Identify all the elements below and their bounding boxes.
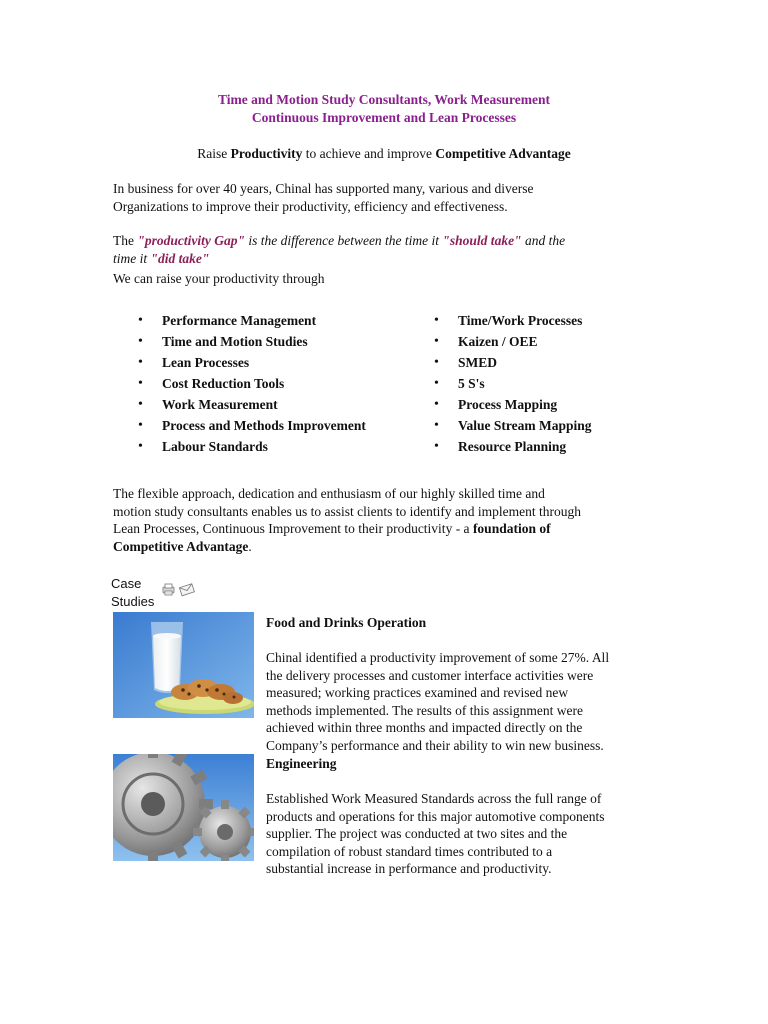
case-study-line: measured; working practices examined and revised new (266, 685, 569, 700)
gap-mid: is the difference between the time it (244, 233, 443, 248)
case-studies-label-line2: Studies (111, 594, 155, 609)
case-study-line: supplier. The project was conducted at two sites and the (266, 826, 568, 841)
case-study-title: Engineering (266, 756, 337, 771)
approach-period: . (248, 538, 252, 554)
intro-line: Organizations to improve their productivity, efficiency and effectiveness. (113, 198, 508, 214)
list-item: • Resource Planning (434, 436, 664, 457)
gap-paragraph (113, 232, 633, 267)
case-study-line: the delivery processes and customer interface activities were (266, 667, 594, 683)
page-title-line2: Continuous Improvement and Lean Processes (251, 110, 517, 125)
approach-line3: Lean Processes, Continuous Improvement to their productivity - a (113, 521, 473, 536)
milk-cookies-image (113, 612, 254, 718)
list-item: • Time and Motion Studies (138, 331, 418, 352)
gap-and: and the (521, 233, 566, 248)
approach-bold: foundation of (472, 521, 551, 536)
gap-should: "should take" (442, 233, 522, 248)
case-study-line: Chinal identified a productivity improvement of some 27%. All (266, 650, 610, 665)
tagline-pre: Raise (197, 146, 231, 161)
list-item: • SMED (434, 352, 664, 373)
list-item: • Kaizen / OEE (434, 331, 664, 352)
list-item: • Performance Management (138, 310, 418, 331)
list-item: • Labour Standards (138, 436, 418, 457)
tagline-bold-advantage: Competitive Advantage (435, 146, 571, 161)
print-icon[interactable] (161, 582, 176, 597)
list-item: • 5 S's (434, 373, 664, 394)
gears-image (113, 754, 254, 861)
list-item: • Work Measurement (138, 394, 418, 415)
tagline (0, 145, 768, 163)
gap-the: The (113, 233, 138, 248)
tagline-bold-productivity: Productivity (230, 146, 303, 161)
list-item: • Process and Methods Improvement (138, 415, 418, 436)
case-study-line: products and operations for this major automotive components (266, 808, 605, 824)
case-study-line: compilation of robust standard times contributed to a (266, 843, 553, 859)
case-study-line: Established Work Measured Standards across the full range of (266, 791, 602, 806)
list-item: • Process Mapping (434, 394, 664, 415)
case-study-line: methods implemented. The results of this assignment were (266, 702, 583, 718)
approach-paragraph (113, 485, 658, 555)
case-study-body (266, 649, 666, 754)
approach-line: The flexible approach, dedication and enthusiasm of our highly skilled time and (113, 486, 545, 501)
case-study-line: substantial increase in performance and productivity. (266, 861, 552, 876)
intro-paragraph (113, 180, 653, 215)
email-icon[interactable] (179, 582, 194, 597)
case-study-line: Company’s performance and their ability to win new business. (266, 737, 604, 753)
list-item: • Cost Reduction Tools (138, 373, 418, 394)
list-item: • Time/Work Processes (434, 310, 664, 331)
gap-did: "did take" (150, 250, 210, 266)
case-studies-icons (161, 582, 194, 602)
case-study-title: Food and Drinks Operation (266, 615, 427, 630)
page-title-line1: Time and Motion Study Consultants, Work Measurement (218, 92, 550, 107)
list-item: • Lean Processes (138, 352, 418, 373)
gap-time-it: time it (113, 250, 151, 266)
case-studies-label-line1: Case (111, 576, 142, 591)
services-list-right (434, 310, 664, 457)
case-studies-label (111, 575, 154, 611)
list-item: • Value Stream Mapping (434, 415, 664, 436)
approach-line: motion study consultants enables us to assist clients to identify and implement through (113, 503, 581, 519)
intro-line: In business for over 40 years, Chinal has supported many, various and diverse (113, 181, 534, 196)
case-study-line: achieved within three months and impacted directly on the (266, 720, 583, 735)
raise-line: We can raise your productivity through (113, 271, 325, 286)
gap-term: "productivity Gap" (137, 233, 245, 248)
services-list-left (138, 310, 418, 457)
case-study-body (266, 790, 666, 878)
approach-bold: Competitive Advantage (113, 538, 249, 554)
tagline-mid: to achieve and improve (302, 146, 436, 161)
